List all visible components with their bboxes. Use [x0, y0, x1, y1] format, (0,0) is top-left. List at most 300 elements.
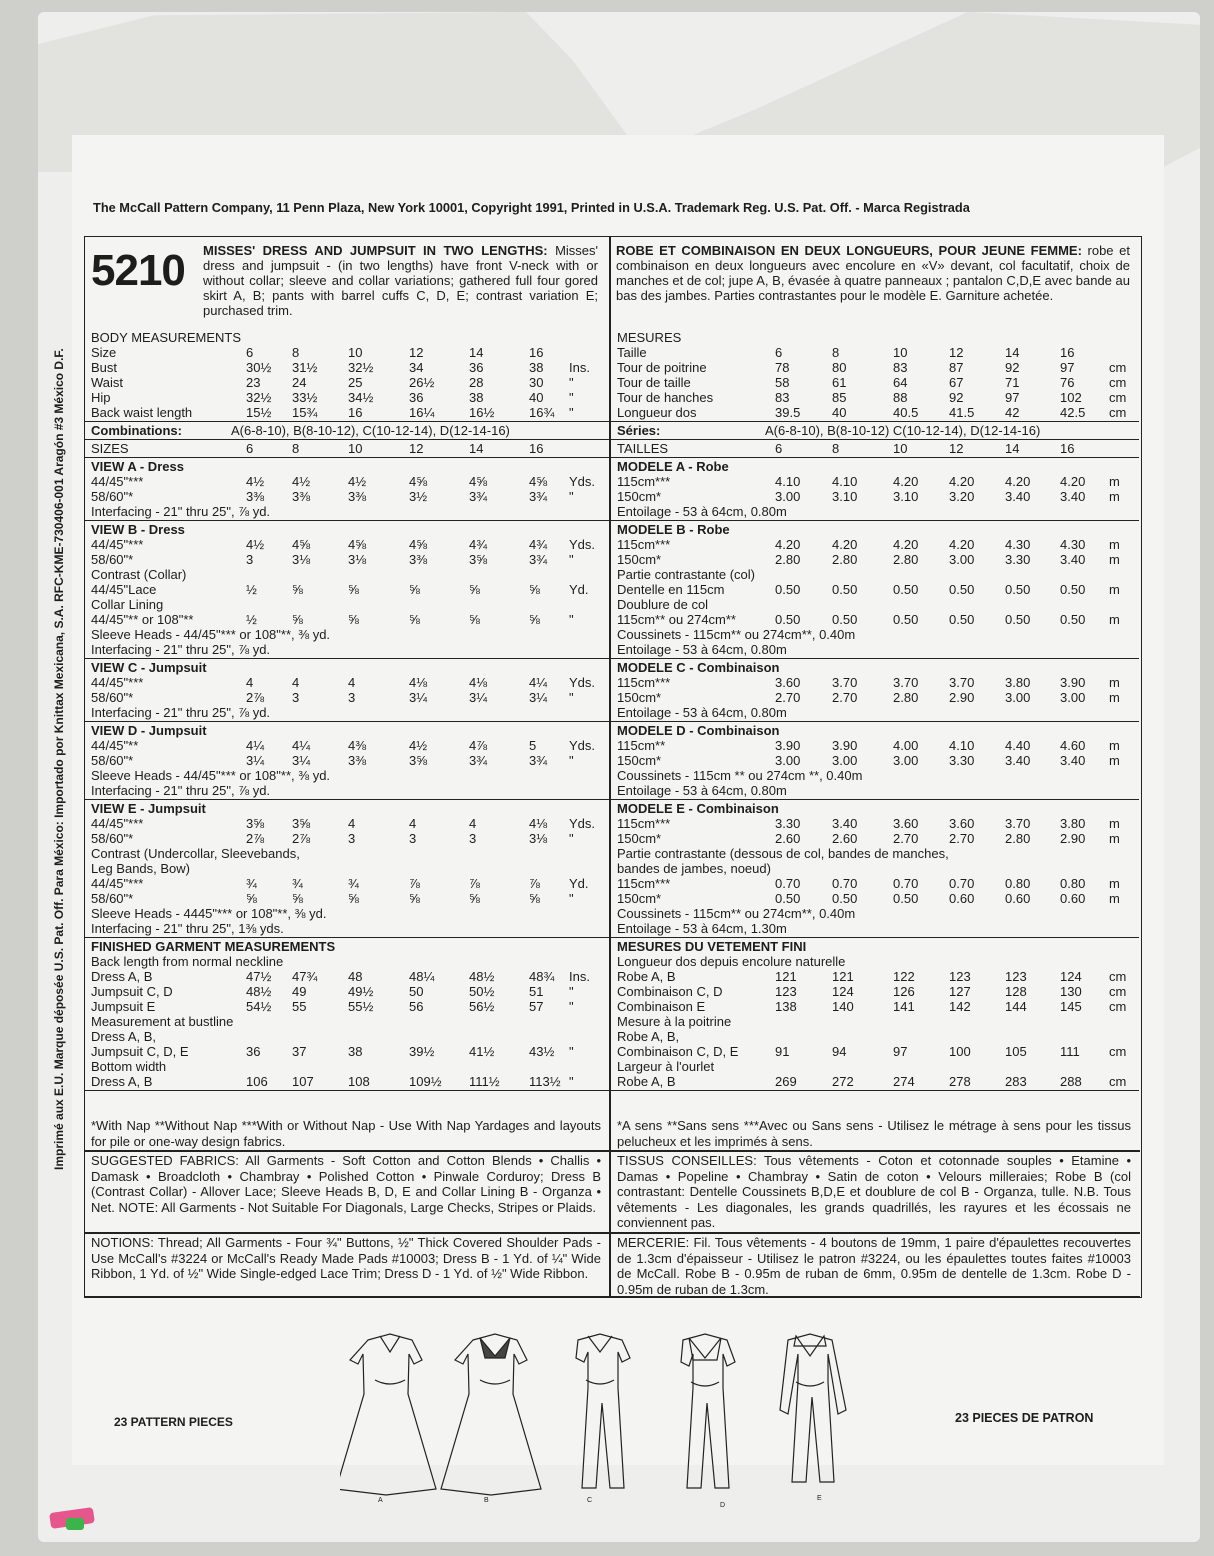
size-value-cell: 48½ [469, 969, 495, 984]
row-label: TAILLES [617, 441, 669, 456]
row-label: bandes de jambes, noeud) [617, 861, 771, 876]
row-label: Sleeve Heads - 44/45"*** or 108"**, ⅜ yd. [91, 768, 331, 783]
size-value-cell: 48¾ [529, 969, 555, 984]
row-label: VIEW E - Jumpsuit [91, 801, 206, 816]
size-value-cell: 3⅜ [409, 552, 428, 567]
size-value-cell: 48½ [246, 984, 272, 999]
row-label: Robe A, B [617, 969, 676, 984]
row-label: 58/60"* [91, 891, 134, 906]
unit-cell: " [569, 753, 574, 768]
unit-cell: m [1109, 753, 1120, 768]
size-value-cell: 31½ [292, 360, 318, 375]
size-value-cell: 3.40 [1005, 753, 1031, 768]
view-heading [617, 522, 1132, 537]
yardage-row [617, 537, 1132, 552]
row-label: 44/45"Lace [91, 582, 157, 597]
yardage-row [617, 969, 1132, 984]
size-value-cell: 83 [775, 390, 790, 405]
size-value-cell: 3⅝ [292, 816, 311, 831]
size-value-cell: 4 [292, 675, 300, 690]
size-value-cell: 3⅜ [246, 489, 265, 504]
row-label: Interfacing - 21" thru 25", ⅞ yd. [91, 783, 271, 798]
size-value-cell: 34 [409, 360, 424, 375]
yardage-row [617, 582, 1132, 597]
size-value-cell: 94 [832, 1044, 847, 1059]
size-value-cell: 4⅝ [409, 474, 428, 489]
size-value-cell: 123 [775, 984, 797, 999]
size-value-cell: 0.70 [893, 876, 919, 891]
unit-cell: m [1109, 831, 1120, 846]
unit-cell: m [1109, 876, 1120, 891]
size-value-cell: 108 [348, 1074, 370, 1089]
size-value-cell: 16½ [469, 405, 495, 420]
size-value-cell: 3¼ [292, 753, 311, 768]
size-value-cell: 0.70 [949, 876, 975, 891]
size-value-cell: 4 [409, 816, 417, 831]
unit-cell: m [1109, 816, 1120, 831]
yardage-row [91, 489, 603, 504]
size-value-cell: 43½ [529, 1044, 555, 1059]
section-rule [84, 457, 610, 458]
size-value-cell: 3.40 [1060, 753, 1086, 768]
yardage-row [617, 1074, 1132, 1089]
body-measurements-header: MESURES [617, 330, 682, 345]
size-value-cell: 3½ [409, 489, 428, 504]
size-value-cell: 3.20 [949, 489, 975, 504]
row-label: 150cm* [617, 831, 662, 846]
size-value-cell: 4 [469, 816, 477, 831]
combinations-value: A(6-8-10), B(8-10-12) C(10-12-14), D(12-14-16) [765, 423, 1041, 438]
size-value-cell: 3 [409, 831, 417, 846]
size-value-cell: 8 [832, 345, 840, 360]
size-value-cell: 122 [893, 969, 915, 984]
size-value-cell: 16 [1060, 441, 1075, 456]
size-value-cell: 4 [348, 675, 356, 690]
size-value-cell: 3⅜ [292, 489, 311, 504]
size-value-cell: 2.60 [832, 831, 858, 846]
import-sidebar: Imprimé aux E.U. Marque déposée U.S. Pat. Off. Para México: Importado por Knittax Mexicana, S.A. RFC-KME-730406-001 Aragón #3 México D.F. [52, 348, 66, 1170]
size-value-cell: 0.60 [949, 891, 975, 906]
size-value-cell: ½ [246, 612, 257, 627]
row-label: 44/45"** or 108"** [91, 612, 194, 627]
size-value-cell: 10 [348, 441, 363, 456]
unit-cell: m [1109, 582, 1120, 597]
row-label: 115cm*** [617, 816, 671, 831]
english-pattern-pieces: 23 PATTERN PIECES [114, 1415, 233, 1429]
size-value-cell: 141 [893, 999, 915, 1014]
row-label: Contrast (Collar) [91, 567, 187, 582]
size-value-cell: 2.80 [775, 552, 801, 567]
unit-cell: " [569, 375, 574, 390]
size-value-cell: ⅝ [348, 582, 359, 597]
row-label: VIEW C - Jumpsuit [91, 660, 207, 675]
size-value-cell: 55 [292, 999, 307, 1014]
size-value-cell: 14 [1005, 345, 1020, 360]
unit-cell: cm [1109, 969, 1127, 984]
unit-cell: " [569, 552, 574, 567]
size-value-cell: 4.10 [832, 474, 858, 489]
size-value-cell: 3⅝ [469, 552, 488, 567]
size-value-cell: ⅝ [409, 582, 420, 597]
size-value-cell: 2.80 [893, 552, 919, 567]
section-rule [84, 1232, 1140, 1234]
size-value-cell: 4.20 [949, 537, 975, 552]
yardage-row [91, 612, 603, 627]
row-label: 44/45"*** [91, 537, 144, 552]
figure-label-d: D [720, 1502, 726, 1509]
size-value-cell: 2.70 [775, 690, 801, 705]
yardage-row [617, 876, 1132, 891]
sizes-header-row [617, 441, 1132, 456]
size-value-cell: 39.5 [775, 405, 801, 420]
size-value-cell: 278 [949, 1074, 971, 1089]
unit-cell: m [1109, 474, 1120, 489]
figure-b-dress [441, 1334, 541, 1495]
size-value-cell: 78 [775, 360, 790, 375]
size-value-cell: 16 [1060, 345, 1075, 360]
size-value-cell: 2.60 [775, 831, 801, 846]
size-value-cell: 3¼ [409, 690, 428, 705]
size-value-cell: 3.40 [832, 816, 858, 831]
unit-cell: Ins. [569, 969, 590, 984]
row-label: Dress A, B [91, 1074, 153, 1089]
row-label: Interfacing - 21" thru 25", ⅞ yd. [91, 642, 271, 657]
size-value-cell: 145 [1060, 999, 1082, 1014]
size-value-cell: 102 [1060, 390, 1082, 405]
size-value-cell: 3.30 [775, 816, 801, 831]
yardage-row [91, 1044, 603, 1059]
size-value-cell: 36 [469, 360, 484, 375]
size-value-cell: ⅝ [409, 612, 420, 627]
size-value-cell: 4¼ [529, 675, 548, 690]
row-label: Leg Bands, Bow) [91, 861, 191, 876]
yardage-row [617, 504, 1132, 519]
size-value-cell: ⅞ [529, 876, 540, 891]
view-heading [91, 522, 603, 537]
size-value-cell: 32½ [246, 390, 272, 405]
size-value-cell: 2.80 [1005, 831, 1031, 846]
size-value-cell: 48¼ [409, 969, 435, 984]
size-value-cell: 4¾ [529, 537, 548, 552]
size-value-cell: 4.30 [1005, 537, 1031, 552]
size-value-cell: 128 [1005, 984, 1027, 999]
unit-cell: m [1109, 891, 1120, 906]
size-value-cell: ⅝ [348, 891, 359, 906]
size-value-cell: 3¾ [529, 552, 548, 567]
unit-cell: Yd. [569, 582, 589, 597]
size-value-cell: 2.90 [949, 690, 975, 705]
french-fabrics: TISSUS CONSEILLES: Tous vêtements - Coton et cotonnade souples • Etamine • Damas • Popeline • Chambray • Satin de coton • Velours milleraies; Robe B (col contrastant: Dentelle Coussinets B,D,E et doublure de col B - Organza, tulle. N.B. Tous vêtements - Les diagonales, les grands quadrillés, les rayures et les écossais ne conviennent pas. [617, 1153, 1131, 1230]
row-label: MODELE B - Robe [617, 522, 730, 537]
size-value-cell: 142 [949, 999, 971, 1014]
unit-cell: cm [1109, 1074, 1127, 1089]
size-value-cell: 0.70 [775, 876, 801, 891]
row-label: Coussinets - 115cm** ou 274cm**, 0.40m [617, 906, 856, 921]
row-label: Taille [617, 345, 647, 360]
yardage-row [91, 753, 603, 768]
row-label: Tour de taille [617, 375, 691, 390]
size-value-cell: ⅝ [246, 891, 257, 906]
size-value-cell: 55½ [348, 999, 374, 1014]
yardage-row [91, 906, 603, 921]
size-value-cell: 0.70 [832, 876, 858, 891]
size-value-cell: 10 [893, 441, 908, 456]
unit-cell: m [1109, 552, 1120, 567]
row-label: Tour de hanches [617, 390, 714, 405]
section-rule [84, 1090, 610, 1091]
yardage-row [91, 597, 603, 612]
size-value-cell: 3.00 [775, 489, 801, 504]
size-value-cell: 57 [529, 999, 544, 1014]
size-value-cell: 4.20 [1060, 474, 1086, 489]
size-value-cell: 0.80 [1060, 876, 1086, 891]
yardage-row [91, 537, 603, 552]
size-value-cell: ⅝ [292, 891, 303, 906]
yardage-row [91, 921, 603, 936]
size-value-cell: 0.50 [775, 582, 801, 597]
row-label: 150cm* [617, 891, 662, 906]
row-label: Mesure à la poitrine [617, 1014, 732, 1029]
figure-e-jumpsuit [780, 1334, 846, 1482]
size-value-cell: 38 [529, 360, 544, 375]
yardage-row [617, 906, 1132, 921]
size-value-cell: 3.00 [1060, 690, 1086, 705]
size-value-cell: 121 [832, 969, 854, 984]
row-label: 44/45"*** [91, 474, 144, 489]
combinations-row [617, 423, 1132, 438]
size-value-cell: 38 [469, 390, 484, 405]
yardage-row [91, 768, 603, 783]
size-value-cell: 3⅛ [292, 552, 311, 567]
size-value-cell: 140 [832, 999, 854, 1014]
size-value-cell: 16 [348, 405, 363, 420]
unit-cell: m [1109, 675, 1120, 690]
row-label: 58/60"* [91, 690, 134, 705]
size-value-cell: 4¼ [292, 738, 311, 753]
yardage-row [91, 1014, 603, 1029]
size-value-cell: ⅝ [409, 891, 420, 906]
size-value-cell: 3⅜ [348, 489, 367, 504]
size-value-cell: 4.60 [1060, 738, 1086, 753]
size-value-cell: 2.80 [893, 690, 919, 705]
row-label: Combinaison C, D, E [617, 1044, 739, 1059]
section-rule [84, 658, 610, 659]
publisher-header: The McCall Pattern Company, 11 Penn Plaza, New York 10001, Copyright 1991, Printed in U.S.A. Trademark Reg. U.S. Pat. Off. - Marca Registrada [93, 200, 970, 215]
size-value-cell: 6 [246, 345, 254, 360]
figure-label-b: B [484, 1497, 489, 1504]
yardage-row [617, 921, 1132, 936]
yardage-row [617, 642, 1132, 657]
size-value-cell: 274 [893, 1074, 915, 1089]
size-value-cell: 4⅛ [529, 816, 548, 831]
size-value-cell: 3.30 [1005, 552, 1031, 567]
size-value-cell: 0.50 [1060, 612, 1086, 627]
size-value-cell: 58 [775, 375, 790, 390]
size-value-cell: 4.20 [832, 537, 858, 552]
row-label: Partie contrastante (dessous de col, bandes de manches, [617, 846, 949, 861]
yardage-row [617, 831, 1132, 846]
row-label: Robe A, B [617, 1074, 676, 1089]
section-rule [610, 421, 1139, 422]
unit-cell: " [569, 405, 574, 420]
unit-cell: Yds. [569, 816, 596, 831]
row-label: 44/45"*** [91, 876, 144, 891]
size-value-cell: ¾ [348, 876, 359, 891]
garment-line-drawings [340, 1320, 860, 1500]
size-value-cell: 0.50 [893, 582, 919, 597]
row-label: 58/60"* [91, 753, 134, 768]
size-value-cell: 3.30 [949, 753, 975, 768]
size-value-cell: 4.20 [949, 474, 975, 489]
french-title-text: robe et combinaison en deux longueurs avec encolure en «V» devant, col facultatif, choix de manches et de col; jupe A, B, évasée à quatre panneaux ; pantalon C,D,E avec bande au bas des jambes. Parties contrastantes pour le modèle E. Garniture achetée. [616, 243, 1130, 303]
size-value-cell: 34½ [348, 390, 374, 405]
size-value-cell: 111½ [469, 1074, 500, 1089]
row-label: MESURES DU VETEMENT FINI [617, 939, 807, 954]
size-value-cell: 3¼ [529, 690, 548, 705]
size-value-cell: 2.70 [949, 831, 975, 846]
size-value-cell: 12 [949, 441, 964, 456]
size-value-cell: 4⅝ [292, 537, 311, 552]
size-value-cell: 8 [832, 441, 840, 456]
size-value-cell: 4.00 [893, 738, 919, 753]
size-value-cell: 16¼ [409, 405, 435, 420]
size-value-cell: 41.5 [949, 405, 975, 420]
row-label: Dress A, B [91, 969, 153, 984]
size-value-cell: ⅞ [469, 876, 480, 891]
size-value-cell: 12 [409, 345, 424, 360]
row-label: Jumpsuit C, D, E [91, 1044, 189, 1059]
unit-cell: cm [1109, 375, 1127, 390]
yardage-row [617, 846, 1132, 861]
size-value-cell: 40 [529, 390, 544, 405]
size-value-cell: 3¾ [469, 753, 488, 768]
size-value-cell: ¾ [246, 876, 257, 891]
size-value-cell: ⅝ [529, 582, 540, 597]
size-value-cell: 4½ [409, 738, 428, 753]
french-nap-note: *A sens **Sans sens ***Avec ou Sans sens - Utilisez le métrage à sens pour les tissus pelucheux et les imprimés à sens. [617, 1118, 1131, 1149]
unit-cell: Yds. [569, 675, 596, 690]
size-value-cell: 3⅜ [348, 753, 367, 768]
unit-cell: m [1109, 489, 1120, 504]
size-value-cell: 42 [1005, 405, 1020, 420]
row-label: Combinaison C, D [617, 984, 723, 999]
size-value-cell: 3.10 [832, 489, 858, 504]
unit-cell: Yd. [569, 876, 589, 891]
size-value-cell: 0.50 [1060, 582, 1086, 597]
size-value-cell: 92 [1005, 360, 1020, 375]
row-label: MODELE A - Robe [617, 459, 729, 474]
row-label: Partie contrastante (col) [617, 567, 756, 582]
row-label: Collar Lining [91, 597, 164, 612]
size-value-cell: 2.70 [832, 690, 858, 705]
size-value-cell: 24 [292, 375, 307, 390]
size-value-cell: 111 [1060, 1044, 1080, 1059]
green-sticker [66, 1518, 84, 1530]
size-value-cell: 3.70 [949, 675, 975, 690]
view-heading [91, 459, 603, 474]
size-value-cell: 3 [292, 690, 300, 705]
yardage-row [617, 861, 1132, 876]
size-value-cell: 109½ [409, 1074, 442, 1089]
yardage-row [617, 954, 1132, 969]
row-label: Sleeve Heads - 4445"*** or 108"**, ⅜ yd. [91, 906, 327, 921]
size-value-cell: 30½ [246, 360, 272, 375]
size-value-cell: 36 [409, 390, 424, 405]
row-label: FINISHED GARMENT MEASUREMENTS [91, 939, 336, 954]
row-label: Measurement at bustline [91, 1014, 234, 1029]
size-value-cell: 3.90 [775, 738, 801, 753]
row-label: Contrast (Undercollar, Sleevebands, [91, 846, 300, 861]
row-label: Doublure de col [617, 597, 709, 612]
row-label: Tour de poitrine [617, 360, 707, 375]
body-measurement-row [91, 405, 603, 420]
row-label: Interfacing - 21" thru 25", 1⅜ yds. [91, 921, 284, 936]
size-value-cell: 0.50 [893, 612, 919, 627]
size-value-cell: 42.5 [1060, 405, 1086, 420]
yardage-row [617, 474, 1132, 489]
unit-cell: " [569, 891, 574, 906]
section-rule [610, 658, 1139, 659]
row-label: Bust [91, 360, 118, 375]
yardage-row [91, 846, 603, 861]
yardage-row [91, 891, 603, 906]
size-value-cell: 4⅝ [409, 537, 428, 552]
size-value-cell: 54½ [246, 999, 272, 1014]
row-label: Jumpsuit C, D [91, 984, 173, 999]
yardage-row [91, 876, 603, 891]
size-value-cell: 3.70 [1005, 816, 1031, 831]
size-value-cell: 3.00 [832, 753, 858, 768]
yardage-row [91, 690, 603, 705]
size-value-cell: 14 [469, 441, 484, 456]
size-value-cell: 50½ [469, 984, 495, 999]
yardage-row [91, 783, 603, 798]
size-value-cell: 4.10 [949, 738, 975, 753]
section-rule [610, 721, 1139, 722]
yardage-row [91, 738, 603, 753]
row-label: Entoilage - 53 à 64cm, 0.80m [617, 705, 787, 720]
french-measurements [617, 330, 1132, 1092]
combinations-row [91, 423, 603, 438]
size-value-cell: 3.40 [1060, 552, 1086, 567]
french-notions: MERCERIE: Fil. Tous vêtements - 4 boutons de 19mm, 1 paire d'épaulettes recouvertes de 1.3cm d'épaisseur - Utilisez le patron #3224, ou les épaulettes toutes faites #10003 de McCall. Robe B - 0.95m de ruban de 6mm, 0.95m de dentelle de 1.3cm. Robe D - 0.95m de ruban de 1.3cm. [617, 1235, 1131, 1297]
size-value-cell: 85 [832, 390, 847, 405]
unit-cell: " [569, 999, 574, 1014]
yardage-row [617, 567, 1132, 582]
size-value-cell: 3¼ [469, 690, 488, 705]
size-value-cell: 3.80 [1060, 816, 1086, 831]
size-value-cell: 2⅞ [246, 690, 265, 705]
yardage-row [91, 552, 603, 567]
row-label: Coussinets - 115cm** ou 274cm**, 0.40m [617, 627, 856, 642]
section-rule [610, 799, 1139, 800]
unit-cell: " [569, 831, 574, 846]
size-value-cell: 3.90 [1060, 675, 1086, 690]
size-value-cell: 97 [893, 1044, 908, 1059]
row-label: Longueur dos [617, 405, 697, 420]
size-value-cell: ⅝ [469, 612, 480, 627]
row-label: Longueur dos depuis encolure naturelle [617, 954, 846, 969]
size-value-cell: 3.60 [949, 816, 975, 831]
unit-cell: m [1109, 690, 1120, 705]
size-value-cell: 4⅝ [529, 474, 548, 489]
row-label: MODELE C - Combinaison [617, 660, 780, 675]
combinations-value: A(6-8-10), B(8-10-12), C(10-12-14), D(12-14-16) [231, 423, 510, 438]
size-value-cell: 272 [832, 1074, 854, 1089]
size-value-cell: 0.50 [1005, 612, 1031, 627]
pattern-number: 5210 [91, 246, 185, 295]
row-label: 44/45"*** [91, 675, 144, 690]
